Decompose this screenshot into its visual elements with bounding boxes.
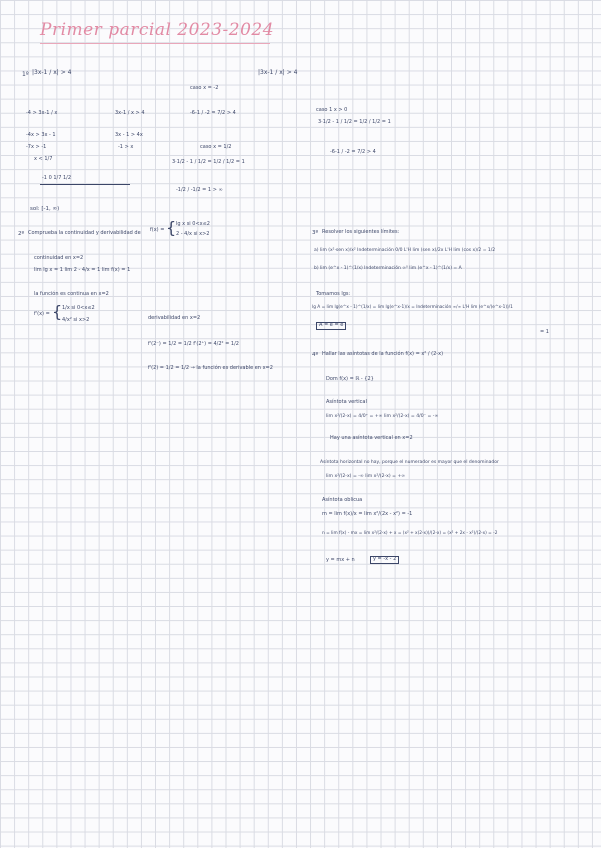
problem-1-case3: caso x = -2 [190,85,219,91]
left-brace-icon: { [52,302,63,321]
problem-2-derivability: derivabilidad en x=2 [148,315,201,321]
problem-2-derivative-values: f'(2⁻) = 1/2 = 1/2 f'(2⁺) = 4/2² = 1/2 [148,341,239,347]
problem-2-continuity: continuidad en x=2 [34,255,84,261]
problem-1-line-6: -1 > x [118,144,134,150]
problem-4-slope: m = lim f(x)/x = lim x²/(2x - x²) = -1 [322,511,413,517]
problem-2-label: 2º [18,231,25,237]
problem-2-derivative-result: f'(2) = 1/2 = 1/2 → la función es derivable en x=2 [148,365,273,371]
problem-4-domain: Dom f(x) = ℝ - {2} [326,376,374,382]
title-underline [40,43,270,44]
problem-1-line-1: -4 > 3x-1 / x [26,110,58,116]
problem-2-continuity-result: la función es continua en x=2 [34,291,109,297]
problem-1-case1: caso 1 x > 0 [316,107,348,113]
problem-3-take-logs: Tomamos lgs: [316,291,351,297]
problem-2-derivative-label: f'(x) = [34,311,50,317]
problem-4-oblique: Asíntota oblicua [322,497,363,503]
problem-3-limit-a: a) lim (x²·sen x)/x² Indeterminación 0/0 L'H lim (sen x)/2x L'H lim (cos x)/2 = 1/2 [314,248,496,253]
problem-1-check-1: -6-1 / -2 = 7/2 > 4 [190,110,236,116]
problem-1-expression-check: |3x-1 / x| > 4 [258,69,298,76]
number-line [40,184,130,185]
problem-4-vertical: Asíntota vertical [326,399,367,405]
problem-2-statement: Comprueba la continuidad y derivabilidad de [28,230,141,236]
problem-3-log-work: lg A = lim lg(e^x - 1)^(1/x) = lim lg(e^x-1)/x = Indeterminación ∞/∞ L'H lim (e^x/(e^x-1))/1 [312,305,513,310]
problem-1-line-3: -4x > 3x - 1 [26,132,56,138]
problem-4-statement: Hallar las asíntotas de la función f(x) = x² / (2-x) [322,351,444,357]
problem-2-piece-1: lg x si 0<x≤2 [176,221,210,227]
problem-4-vertical-result: Hay una asíntota vertical en x=2 [330,435,413,441]
problem-2-continuity-limits: lim lg x = 1 lim 2 - 4/x = 1 lim f(x) = 1 [34,267,131,273]
left-brace-icon: { [166,218,177,237]
problem-1-check-3: 3·1/2 - 1 / 1/2 = 1/2 / 1/2 = 1 [172,159,245,165]
problem-4-intercept: n = lim f(x) - mx = lim x²/(2-x) + x = (x² + x(2-x))/(2-x) = (x² + 2x - x²)/(2-x) = -2 [322,531,498,536]
problem-2-function-label: f(x) = [150,227,165,233]
problem-3-limit-b: b) lim (e^x - 1)^(1/x) Indeterminación ∞⁰ lim (e^x - 1)^(1/x) = A [314,266,462,271]
problem-1-check-4: -1/2 / -1/2 = 1 > ∞ [176,187,223,193]
problem-4-horizontal: Asíntota horizontal no hay, porque el numerador es mayor que el denominador [320,460,499,465]
problem-1-solution: sol: [-1, ∞) [30,206,60,212]
problem-4-vertical-limits: lim x²/(2-x) = 4/0⁺ = +∞ lim x²/(2-x) = 4/0⁻ = -∞ [326,414,439,419]
problem-1-line-4: 3x - 1 > 4x [115,132,143,138]
number-line-labels: -1 0 1/7 1/2 [42,175,72,181]
problem-1-line-5: -7x > -1 [26,144,47,150]
problem-4-answer: y = -x - 2 [370,556,399,564]
problem-2-derivative-piece-1: 1/x si 0<x≤2 [62,305,95,311]
page-title: Primer parcial 2023-2024 [40,20,275,40]
problem-1-check-2: caso x = 1/2 [200,144,232,150]
problem-1-check-6: -6-1 / -2 = 7/2 > 4 [330,149,376,155]
problem-4-horizontal-limits: lim x²/(2-x) = -∞ lim x²/(2-x) = +∞ [326,474,406,479]
problem-4-line-formula: y = mx + n [326,557,355,563]
problem-1-label: 1º [22,71,29,78]
problem-3-label: 3º [312,230,319,236]
problem-2-piece-2: 2 - 4/x si x>2 [176,231,210,237]
problem-4-label: 4º [312,352,319,358]
problem-1-line-2: 3x-1 / x > 4 [115,110,145,116]
problem-3-result-2: = 1 [540,329,549,335]
problem-2-derivative-piece-2: 4/x² si x>2 [62,317,90,323]
problem-1-line-7: x < 1/7 [34,156,53,162]
problem-1-check-5: 3·1/2 - 1 / 1/2 = 1/2 / 1/2 = 1 [318,119,391,125]
problem-3-statement: Resolver los siguientes límites: [322,229,400,235]
problem-1-expression: |3x-1 / x| > 4 [32,69,72,76]
problem-3-result: A = e = e [316,322,346,330]
